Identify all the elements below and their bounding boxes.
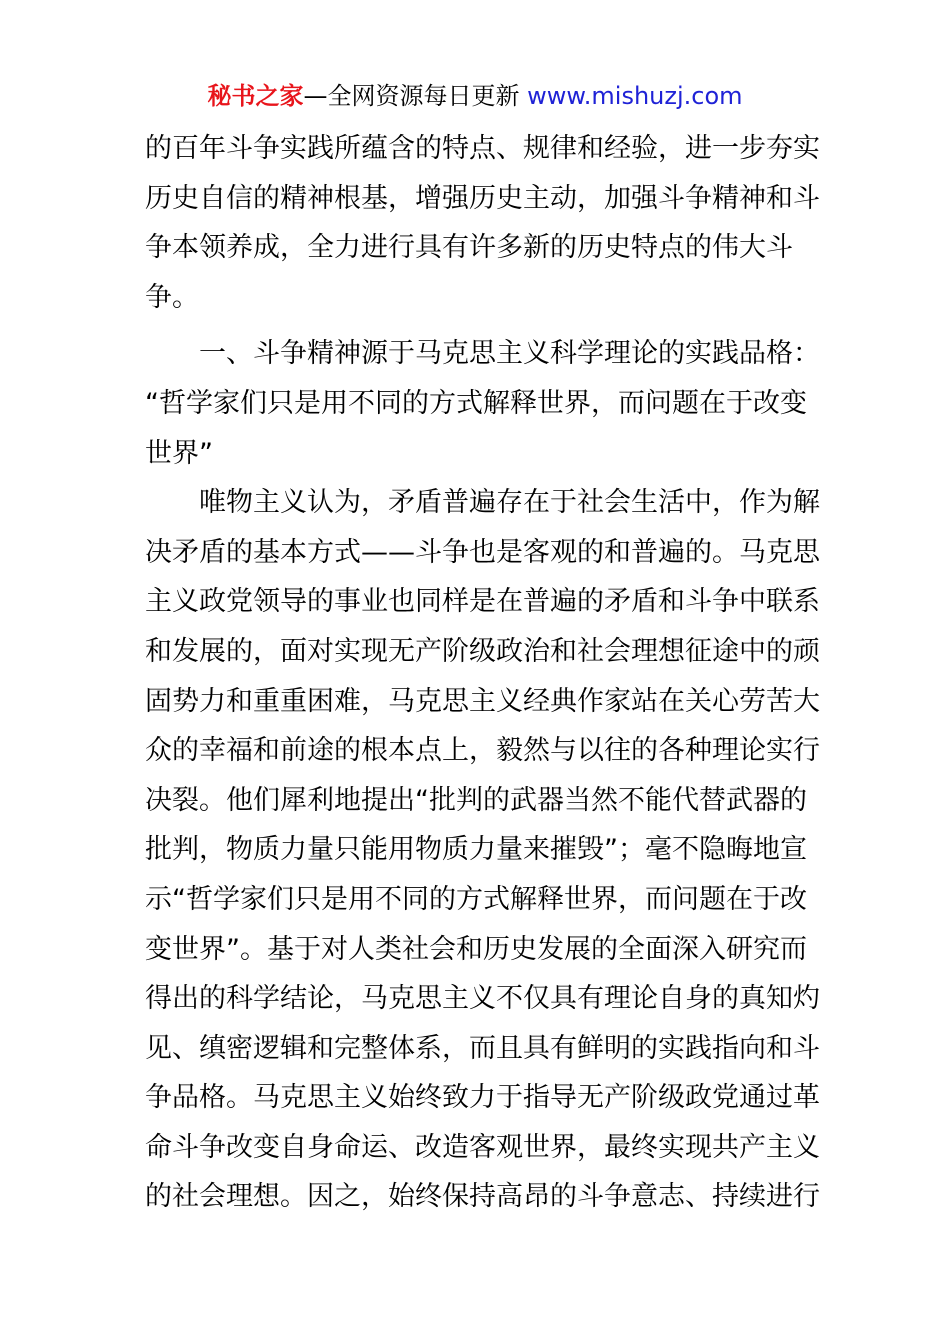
text-line: 的社会理想。因之，始终保持高昂的斗争意志、持续进行 bbox=[145, 1181, 820, 1213]
text-line: 得出的科学结论，马克思主义不仅具有理论自身的真知灼 bbox=[145, 983, 820, 1015]
text-line: 争。 bbox=[145, 281, 199, 313]
text-line: 决矛盾的基本方式——斗争也是客观的和普遍的。马克思 bbox=[145, 536, 820, 568]
text-line: 变世界”。基于对人类社会和历史发展的全面深入研究而 bbox=[145, 933, 807, 965]
text-line: 固势力和重重困难，马克思主义经典作家站在关心劳苦大 bbox=[145, 685, 820, 717]
text-line: 见、缜密逻辑和完整体系，而且具有鲜明的实践指向和斗 bbox=[145, 1032, 820, 1064]
page-header bbox=[0, 78, 950, 114]
text-line: 争本领养成，全力进行具有许多新的历史特点的伟大斗 bbox=[145, 232, 793, 264]
document-body bbox=[145, 124, 820, 1222]
text-line: 和发展的，面对实现无产阶级政治和社会理想征途中的顽 bbox=[145, 635, 820, 667]
text-line: 众的幸福和前途的根本点上，毅然与以往的各种理论实行 bbox=[145, 735, 820, 767]
site-url-link[interactable]: www.mishuzj.com bbox=[527, 82, 743, 110]
text-line: 争品格。马克思主义始终致力于指导无产阶级政党通过革 bbox=[145, 1082, 820, 1114]
text-line: 主义政党领导的事业也同样是在普遍的矛盾和斗争中联系 bbox=[145, 586, 820, 618]
section-heading-line: “哲学家们只是用不同的方式解释世界，而问题在于改变 bbox=[145, 387, 807, 419]
site-brand: 秘书之家 bbox=[207, 82, 304, 110]
section-heading-line: 世界” bbox=[145, 437, 213, 469]
text-line: 唯物主义认为，矛盾普遍存在于社会生活中，作为解 bbox=[199, 487, 820, 519]
section-heading-line: 一、斗争精神源于马克思主义科学理论的实践品格： bbox=[199, 338, 820, 370]
text-line: 的百年斗争实践所蕴含的特点、规律和经验，进一步夯实 bbox=[145, 133, 820, 164]
text-line: 历史自信的精神根基，增强历史主动，加强斗争精神和斗 bbox=[145, 182, 820, 214]
text-line: 示“哲学家们只是用不同的方式解释世界，而问题在于改 bbox=[145, 883, 807, 915]
site-tagline: —全网资源每日更新 bbox=[303, 82, 528, 110]
text-line: 命斗争改变自身命运、改造客观世界，最终实现共产主义 bbox=[145, 1131, 820, 1163]
text-line: 决裂。他们犀利地提出“批判的武器当然不能代替武器的 bbox=[145, 784, 807, 816]
text-line: 批判，物质力量只能用物质力量来摧毁”；毫不隐晦地宣 bbox=[145, 834, 807, 866]
